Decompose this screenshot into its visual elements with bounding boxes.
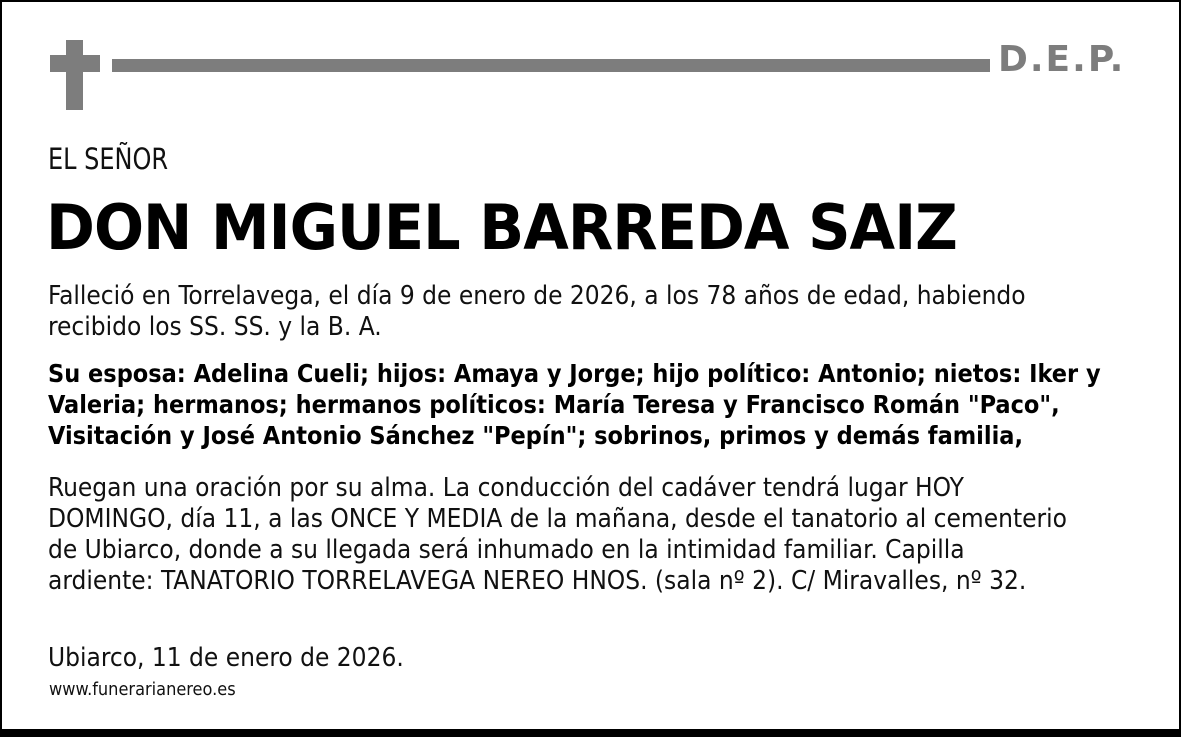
dep-label: D.E.P. <box>998 39 1126 80</box>
death-announcement <box>48 281 1148 343</box>
service-details <box>48 473 1148 597</box>
text-line: DOMINGO, día 11, a las ONCE Y MEDIA de la mañana, desde el tanatorio al cementerio <box>48 504 1067 534</box>
text-line: Valeria; hermanos; hermanos políticos: María Teresa y Francisco Román "Paco", <box>48 390 1060 419</box>
family-list <box>48 358 1148 451</box>
honorific: EL SEÑOR <box>48 142 169 176</box>
text-line: ardiente: TANATORIO TORRELAVEGA NEREO HNOS. (sala nº 2). C/ Miravalles, nº 32. <box>48 566 1027 596</box>
text-line: Su esposa: Adelina Cueli; hijos: Amaya y Jorge; hijo político: Antonio; nietos: Iker y <box>48 359 1101 388</box>
text-line: Visitación y José Antonio Sánchez "Pepín"; sobrinos, primos y demás familia, <box>48 421 1024 450</box>
text-line: Ruegan una oración por su alma. La conducción del cadáver tendrá lugar HOY <box>48 473 964 503</box>
text-line: de Ubiarco, donde a su llegada será inhumado en la intimidad familiar. Capilla <box>48 535 965 565</box>
place-date: Ubiarco, 11 de enero de 2026. <box>48 643 404 673</box>
deceased-name: DON MIGUEL BARREDA SAIZ <box>46 191 957 264</box>
text-line: recibido los SS. SS. y la B. A. <box>48 312 382 342</box>
text-line: Falleció en Torrelavega, el día 9 de enero de 2026, a los 78 años de edad, habiendo <box>48 281 1026 311</box>
website-text: www.funerarianereo.es <box>49 679 236 700</box>
header-rule <box>112 59 990 72</box>
